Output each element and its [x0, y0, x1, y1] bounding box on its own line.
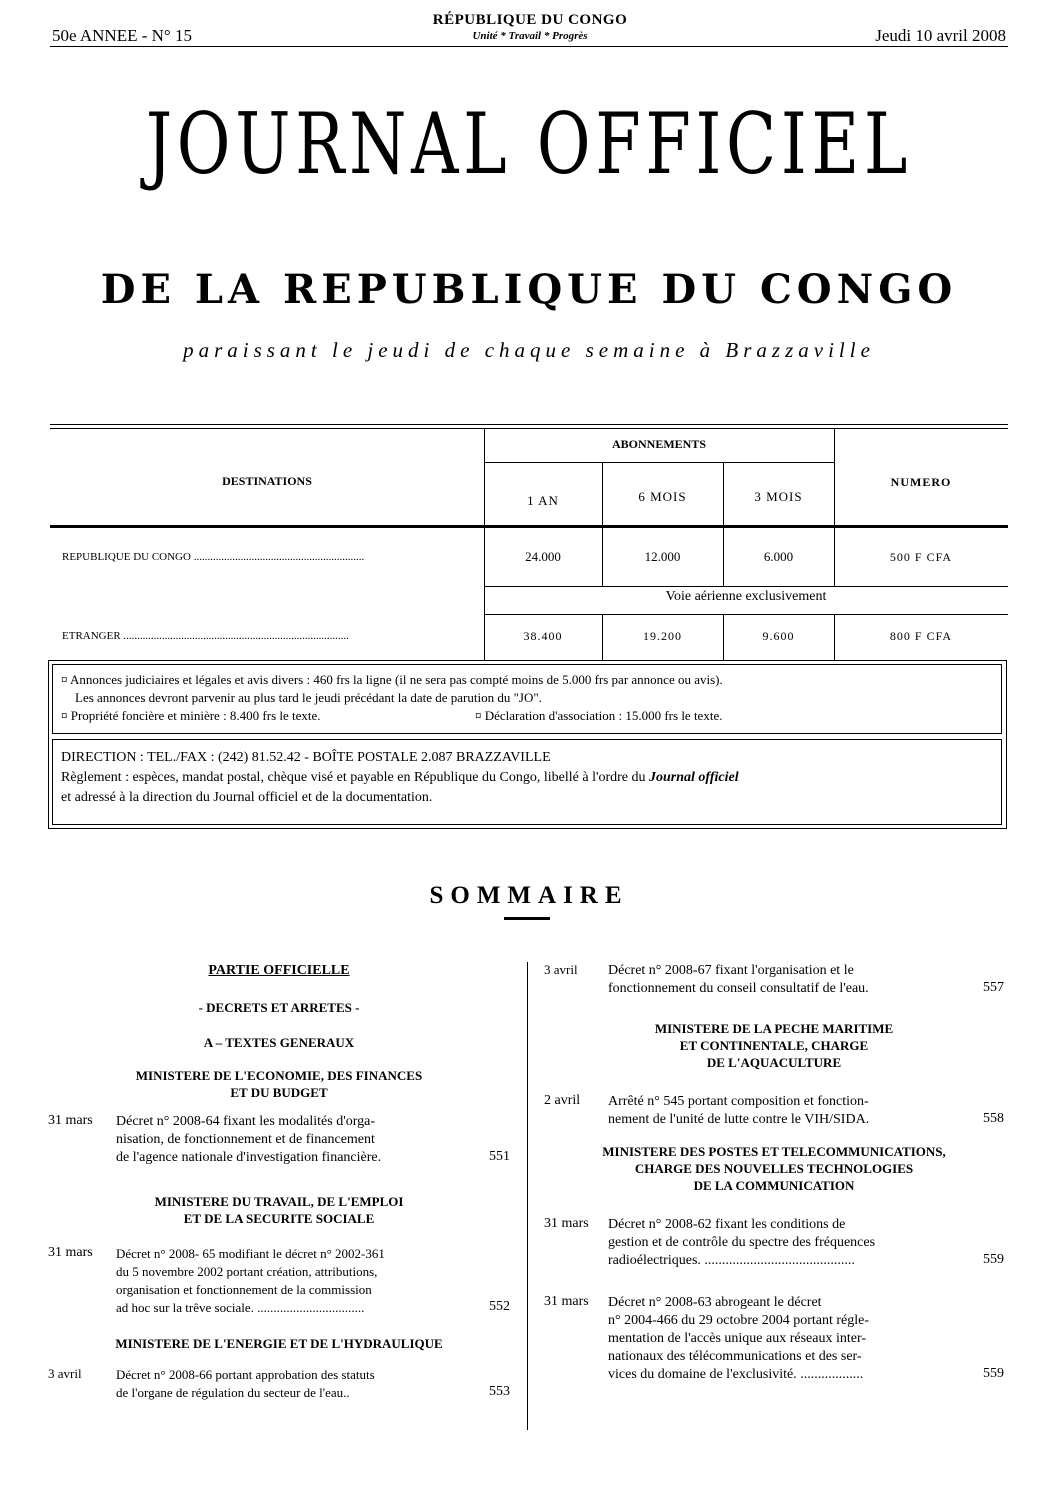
- ministry-postes: [544, 1143, 1004, 1194]
- entry-page: 557: [983, 980, 1004, 995]
- ministry-economie-l2: ET DU BUDGET: [230, 1085, 328, 1100]
- entry-text: [608, 1093, 960, 1129]
- edition-number: 50e ANNEE - N° 15: [52, 26, 192, 45]
- price-congo-6mois: 12.000: [644, 549, 681, 564]
- entry-line: ad hoc sur la trêve sociale. .................................: [116, 1300, 365, 1315]
- entry-text: [608, 1294, 960, 1384]
- entry-line: nement de l'unité de lutte contre le VIH/SIDA.: [608, 1112, 870, 1127]
- list-item: [48, 1366, 510, 1412]
- entry-line: fonctionnement du conseil consultatif de l'eau.: [608, 981, 869, 996]
- entry-line: de l'organe de régulation du secteur de l'eau..: [116, 1385, 350, 1400]
- entry-text: [116, 1366, 468, 1402]
- entry-line: vices du domaine de l'exclusivité. ..................: [608, 1367, 864, 1382]
- col-6mois: 6 MOIS: [638, 489, 687, 504]
- sommaire-left-column: [48, 962, 510, 1412]
- entry-line: gestion et de contrôle du spectre des fréquences: [608, 1235, 876, 1250]
- entry-page: 553: [489, 1384, 510, 1399]
- col-destinations: DESTINATIONS: [222, 474, 312, 488]
- partie-officielle: PARTIE OFFICIELLE: [208, 963, 350, 978]
- ministry-peche-l2: ET CONTINENTALE, CHARGE: [679, 1038, 869, 1053]
- masthead-title: JOURNAL OFFICIEL: [145, 95, 913, 193]
- header-country: RÉPUBLIQUE DU CONGO: [432, 12, 628, 28]
- entry-line: organisation et fonctionnement de la commission: [116, 1282, 372, 1297]
- entry-line: Décret n° 2008- 65 modifiant le décret n° 2002-361: [116, 1246, 385, 1261]
- table-hline: [484, 586, 1008, 587]
- entry-page: 559: [983, 1252, 1004, 1267]
- list-item: [544, 1294, 1004, 1394]
- table-top-rule-2: [50, 428, 1008, 429]
- sommaire-title: SOMMAIRE: [429, 882, 629, 909]
- notice-land-rate: ¤ Propriété foncière et minière : 8.400 frs le texte.: [61, 708, 321, 723]
- entry-page: 559: [983, 1366, 1004, 1381]
- issue-date: Jeudi 10 avril 2008: [875, 26, 1006, 45]
- price-etranger-1an: 38.400: [523, 629, 563, 643]
- ministry-peche-l1: MINISTERE DE LA PECHE MARITIME: [654, 1021, 894, 1036]
- entry-date: 31 mars: [48, 1113, 93, 1128]
- entry-date: 31 mars: [544, 1294, 589, 1309]
- notice-association-rate: ¤ Déclaration d'association : 15.000 frs le texte.: [475, 708, 723, 723]
- ministry-peche-l3: DE L'AQUACULTURE: [706, 1055, 842, 1070]
- direction-payment: Règlement : espèces, mandat postal, chèque visé et payable en République du Congo, libellé à l'ordre du: [61, 770, 646, 785]
- masthead-subtitle: DE LA REPUBLIQUE DU CONGO: [100, 266, 958, 313]
- direction-contact: DIRECTION : TEL./FAX : (242) 81.52.42 - BOÎTE POSTALE 2.087 BRAZZAVILLE: [61, 750, 551, 765]
- entry-line: mentation de l'accès unique aux réseaux inter-: [608, 1331, 867, 1346]
- entry-page: 551: [489, 1149, 510, 1164]
- entry-line: Décret n° 2008-67 fixant l'organisation et le: [608, 963, 854, 978]
- entry-line: nisation, de fonctionnement et de financement: [116, 1132, 375, 1147]
- ministry-energie: MINISTERE DE L'ENERGIE ET DE L'HYDRAULIQUE: [115, 1336, 443, 1351]
- ministry-travail: [48, 1193, 510, 1227]
- ministry-peche: [544, 1020, 1004, 1071]
- sommaire-rule: [504, 917, 550, 920]
- price-congo-numero: 500 F CFA: [889, 550, 953, 564]
- entry-line: n° 2004-466 du 29 octobre 2004 portant régle-: [608, 1313, 870, 1328]
- entry-text: [608, 962, 960, 998]
- entry-text: [608, 1216, 960, 1270]
- price-etranger-numero: 800 F CFA: [889, 629, 953, 643]
- ministry-economie: [48, 1067, 510, 1101]
- header-rule: [50, 46, 1008, 47]
- entry-text: [116, 1113, 468, 1167]
- list-item: [48, 1245, 510, 1339]
- header-country-block: [330, 12, 730, 42]
- entry-page: 558: [983, 1111, 1004, 1126]
- ministry-economie-l1: MINISTERE DE L'ECONOMIE, DES FINANCES: [135, 1068, 423, 1083]
- notice-line-1: ¤ Annonces judiciaires et légales et avis divers : 460 frs la ligne (il ne sera pas compté moins de 5.000 frs par annonce ou avis).: [61, 672, 723, 687]
- column-divider: [527, 962, 528, 1430]
- table-vline: [484, 586, 485, 660]
- table-hline: [484, 462, 834, 463]
- entry-line: Décret n° 2008-62 fixant les conditions de: [608, 1217, 846, 1232]
- entry-line: radioélectriques. ...........................................: [608, 1253, 855, 1268]
- entry-date: 3 avril: [48, 1366, 82, 1381]
- entry-line: du 5 novembre 2002 portant création, attributions,: [116, 1264, 378, 1279]
- col-numero: NUMERO: [890, 475, 952, 489]
- sommaire-right-column: [544, 962, 1004, 1394]
- direction-address: et adressé à la direction du Journal officiel et de la documentation.: [61, 790, 433, 805]
- table-thick-rule: [50, 525, 1008, 528]
- entry-line: Décret n° 2008-66 portant approbation des statuts: [116, 1367, 375, 1382]
- ministry-postes-l1: MINISTERE DES POSTES ET TELECOMMUNICATIONS,: [602, 1144, 946, 1159]
- masthead-tagline: paraissant le jeudi de chaque semaine à Brazzaville: [183, 338, 875, 362]
- list-item: [544, 1216, 1004, 1282]
- entry-line: Décret n° 2008-64 fixant les modalités d'orga-: [116, 1114, 376, 1129]
- textes-generaux: A – TEXTES GENERAUX: [203, 1035, 355, 1050]
- row-label-congo: REPUBLIQUE DU CONGO ..............................................................: [62, 551, 365, 563]
- row-label-etranger: ETRANGER ..................................................................................: [62, 630, 349, 642]
- col-1an: 1 AN: [527, 493, 559, 508]
- price-congo-3mois: 6.000: [763, 549, 794, 564]
- price-etranger-3mois: 9.600: [762, 629, 795, 643]
- entry-text: [116, 1245, 468, 1317]
- price-etranger-6mois: 19.200: [643, 629, 682, 643]
- direction-box: [52, 739, 1002, 825]
- ministry-postes-l3: DE LA COMMUNICATION: [693, 1178, 855, 1193]
- ministry-postes-l2: CHARGE DES NOUVELLES TECHNOLOGIES: [634, 1161, 914, 1176]
- entry-date: 2 avril: [544, 1093, 581, 1108]
- entry-date: 31 mars: [544, 1216, 589, 1231]
- price-congo-1an: 24.000: [525, 549, 561, 564]
- entry-line: Décret n° 2008-63 abrogeant le décret: [608, 1295, 822, 1310]
- entry-line: Arrêté n° 545 portant composition et fonction-: [608, 1094, 869, 1109]
- col-3mois: 3 MOIS: [754, 489, 803, 504]
- entry-date: 3 avril: [544, 962, 578, 977]
- entry-date: 31 mars: [48, 1245, 93, 1260]
- entry-line: nationaux des télécommunications et des ser-: [608, 1349, 862, 1364]
- decrets-heading: - DECRETS ET ARRETES -: [198, 1000, 360, 1015]
- table-hline: [484, 614, 1008, 615]
- table-top-rule: [50, 424, 1008, 425]
- ministry-travail-l1: MINISTERE DU TRAVAIL, DE L'EMPLOI: [154, 1194, 404, 1209]
- list-item: [48, 1113, 510, 1193]
- direction-journal-name: Journal officiel: [649, 770, 739, 785]
- entry-line: de l'agence nationale d'investigation financière.: [116, 1150, 382, 1165]
- notice-line-2: Les annonces devront parvenir au plus tard le jeudi précédant la date de parution du "JO".: [75, 690, 542, 705]
- ministry-travail-l2: ET DE LA SECURITE SOCIALE: [183, 1211, 375, 1226]
- entry-page: 552: [489, 1299, 510, 1314]
- air-mail-note: Voie aérienne exclusivement: [665, 589, 827, 604]
- col-abonnements: ABONNEMENTS: [611, 437, 706, 451]
- announcements-box: [52, 664, 1002, 734]
- list-item: [544, 962, 1004, 1008]
- list-item: [544, 1093, 1004, 1139]
- header-motto: Unité * Travail * Progrès: [472, 30, 588, 42]
